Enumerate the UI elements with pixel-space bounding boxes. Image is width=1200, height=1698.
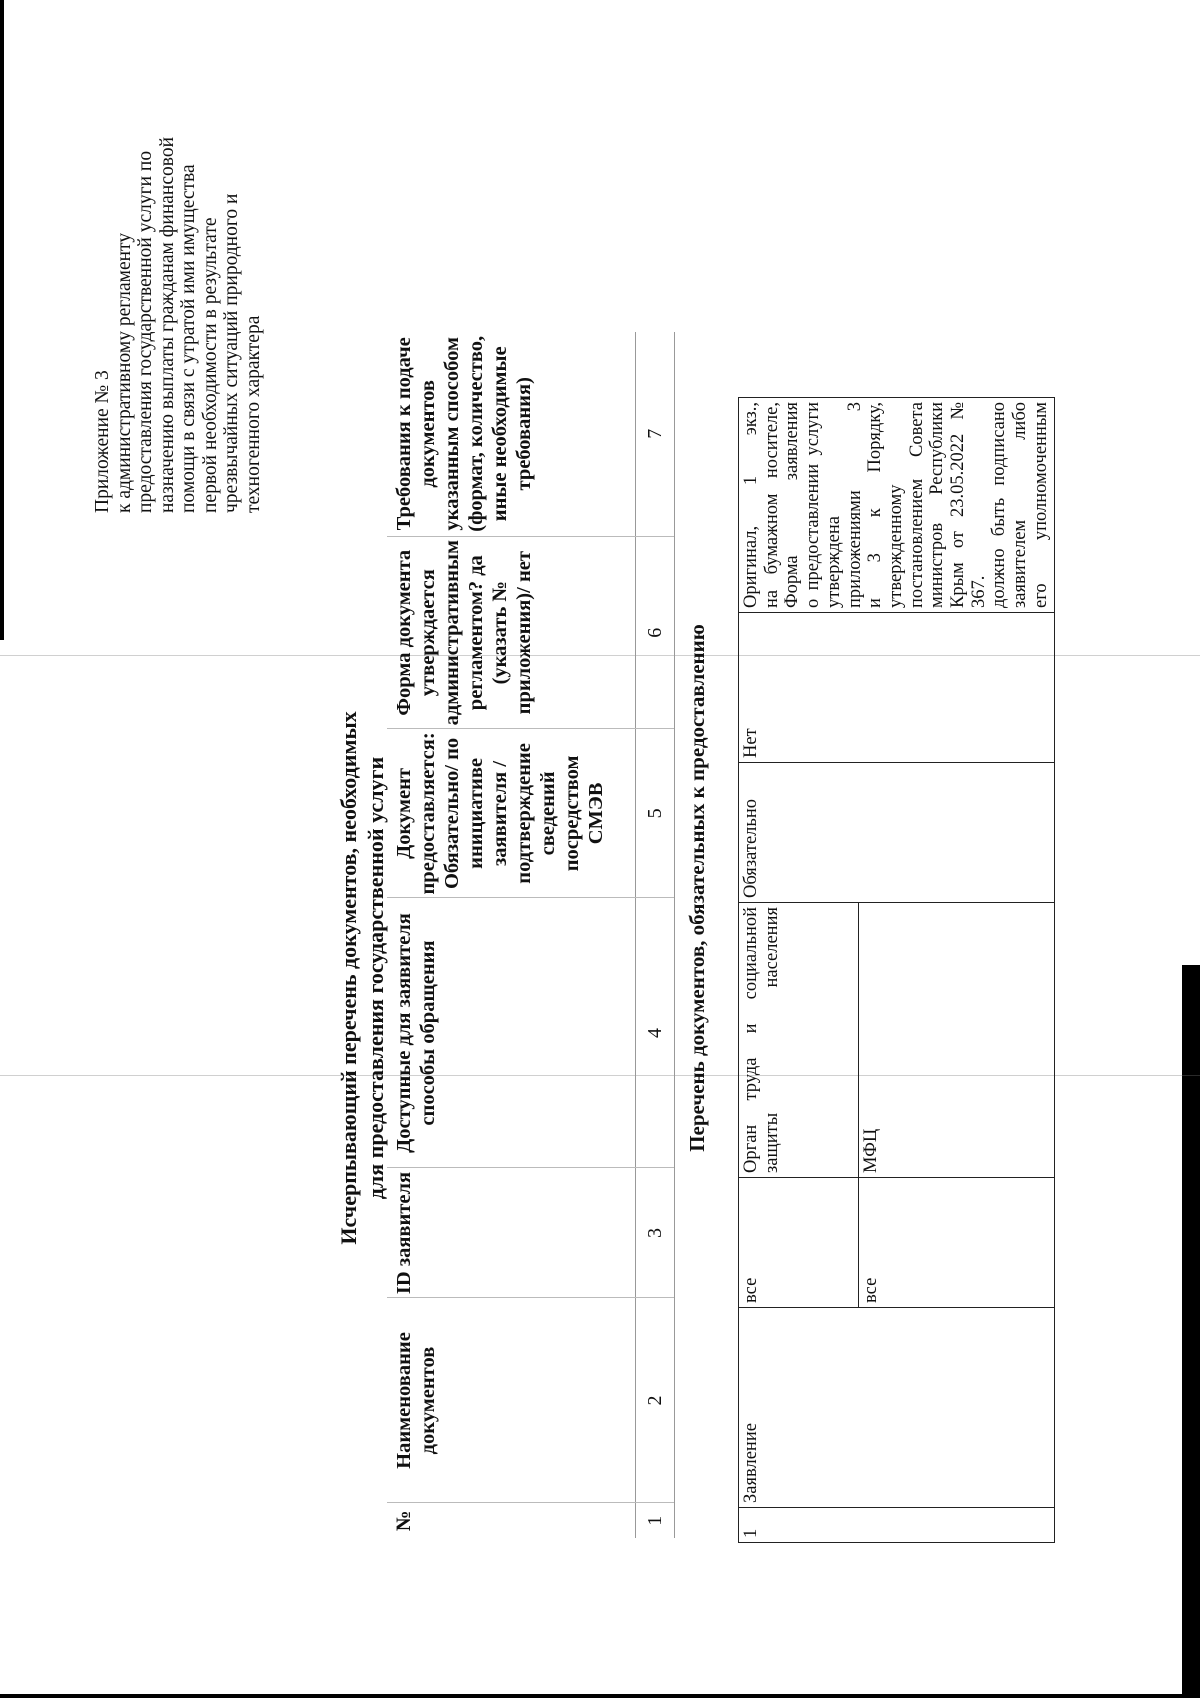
requirements-cell bbox=[739, 398, 1055, 613]
requirements-line: постановлением Совета bbox=[906, 402, 927, 608]
header-col-provided: Документ предоставляется: Обязательно/ по инициативе заявителя /подтверждение сведений посредством СМЭВ bbox=[387, 729, 635, 898]
provided-mode: Обязательно bbox=[739, 763, 1055, 903]
requirements-line: заявителем либо bbox=[1010, 402, 1031, 608]
appendix-line: техногенного характера bbox=[242, 315, 264, 513]
requirements-line: министров Республики bbox=[927, 402, 948, 608]
applicant-id: все bbox=[739, 1178, 859, 1308]
header-col-requirements: Требования к подаче документов указанным способом (формат, количество, иные необходимые требования) bbox=[393, 335, 535, 532]
table-row bbox=[739, 398, 859, 1543]
requirements-line: его уполномоченным bbox=[1030, 402, 1051, 608]
appendix-line: чрезвычайных ситуаций природного и bbox=[221, 193, 242, 513]
requirements-line: утвержденному bbox=[885, 484, 906, 608]
appendix-line: предоставления государственной услуги по bbox=[135, 150, 156, 513]
requirements-line: утверждена приложениями 3 bbox=[823, 402, 865, 608]
title-line-1: Исчерпывающий перечень документов, необходимых bbox=[336, 711, 361, 1245]
requirements-line: и 3 к Порядку, bbox=[865, 402, 886, 608]
column-number: 4 bbox=[635, 898, 674, 1168]
column-number: 7 bbox=[635, 332, 674, 537]
requirements-line: Форма заявления bbox=[782, 402, 803, 608]
header-col-id: ID заявителя bbox=[387, 1168, 635, 1298]
title-line-2: для предоставления государственной услуги bbox=[363, 756, 388, 1200]
column-number: 2 bbox=[635, 1298, 674, 1503]
applicant-id: все bbox=[859, 1178, 1054, 1308]
form-approval: Нет bbox=[739, 613, 1055, 763]
application-way: Орган труда и социальной защиты населения bbox=[739, 903, 859, 1178]
requirements-line: Оригинал, 1 экз., bbox=[741, 402, 761, 608]
appendix-line: помощи в связи с утратой ими имущества bbox=[178, 164, 199, 513]
header-col-ways: Доступные для заявителя способы обращения bbox=[387, 898, 635, 1168]
table-header bbox=[387, 332, 675, 1538]
appendix-line: Приложение № 3 bbox=[92, 370, 113, 513]
section-title: Перечень документов, обязательных к предоставлению bbox=[685, 624, 709, 1152]
column-number: 1 bbox=[635, 1503, 674, 1538]
documents-table bbox=[738, 397, 1055, 1543]
appendix-line: первой необходимости в результате bbox=[199, 217, 221, 513]
application-way: МФЦ bbox=[859, 903, 1054, 1178]
appendix-line: к административному регламенту bbox=[113, 232, 135, 513]
document-title bbox=[335, 588, 389, 1368]
requirements-line: на бумажном носителе, bbox=[761, 402, 782, 608]
header-col-form: Форма документа утверждается административным регламентом? да (указать № приложения)/ нет bbox=[387, 537, 635, 729]
header-col-name: Наименование документов bbox=[387, 1298, 635, 1503]
column-number: 3 bbox=[635, 1168, 674, 1298]
column-number: 6 bbox=[635, 537, 674, 729]
requirements-line: Крым от 23.05.2022 № 367. bbox=[948, 402, 989, 608]
requirements-line: должно быть подписано bbox=[989, 402, 1010, 608]
requirements-line: о предоставлении услуги bbox=[803, 402, 824, 608]
document-name: Заявление bbox=[739, 1308, 1055, 1508]
row-number: 1 bbox=[739, 1508, 1055, 1543]
column-number: 5 bbox=[635, 729, 674, 898]
header-col-num: № bbox=[387, 1503, 635, 1538]
appendix-block bbox=[92, 0, 264, 513]
appendix-line: назначению выплаты гражданам финансовой bbox=[156, 136, 178, 513]
